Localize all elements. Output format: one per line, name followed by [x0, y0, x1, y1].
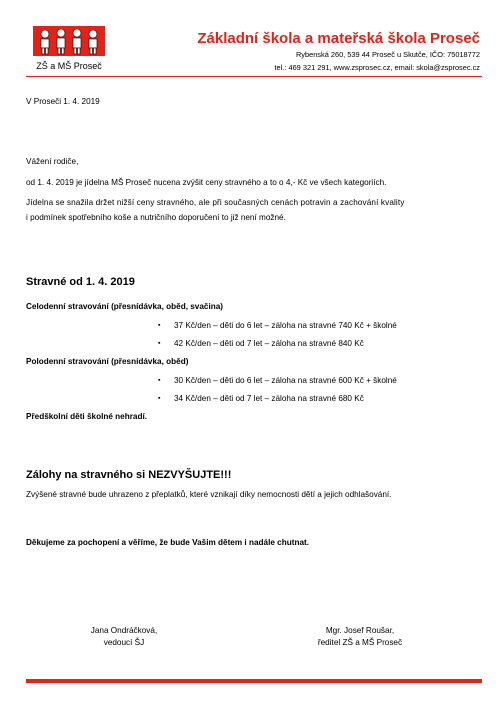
place-date: V Proseči 1. 4. 2019	[26, 97, 100, 106]
logo-caption: ZŠ a MŠ Proseč	[36, 61, 102, 71]
list-item: ▪ 30 Kč/den – děti do 6 let – záloha na stravné 600 Kč + školné	[174, 375, 397, 387]
children-figures-icon	[27, 26, 111, 56]
signature-left-name: Jana Ondráčková,	[90, 626, 158, 635]
deposits-text: Zvýšené stravné bude uhrazeno z přeplatků, které vznikají díky nemocnosti dětí a jejich odhlašování.	[26, 490, 392, 499]
school-name: Základní škola a mateřská škola Proseč	[197, 30, 480, 47]
half-day-label: Polodenní stravování (přesnídávka, oběd)	[26, 357, 189, 366]
greeting: Vážení rodiče,	[26, 157, 79, 166]
address-line: Rybenská 260, 539 44 Proseč u Skutče, IČO: 75018772	[295, 50, 480, 59]
list-item: ▪ 37 Kč/den – děti do 6 let – záloha na stravné 740 Kč + školné	[174, 320, 397, 332]
prices-heading: Stravné od 1. 4. 2019	[26, 276, 135, 288]
preschool-note: Předškolní děti školné nehradí.	[26, 412, 148, 421]
paragraph-2-line-2: i podmínek spotřebního koše a nutričního doporučení to již není možné.	[26, 213, 286, 222]
deposits-heading: Zálohy na stravného si NEZVYŠUJTE!!!	[26, 469, 232, 481]
signature-right-name: Mgr. Josef Roušar,	[325, 626, 395, 635]
paragraph-2-line-1: Jídelna se snažila držet nižší ceny stravného, ale při současných cenách potravin a zachování kvality	[26, 198, 405, 207]
footer-divider	[26, 679, 482, 683]
contact-line: tel.: 469 321 291, www.zsprosec.cz, email: skola@zsprosec.cz	[274, 63, 480, 72]
paragraph-1: od 1. 4. 2019 je jídelna MŠ Proseč nucena zvýšit ceny stravného a to o 4,- Kč ve všech kategoriích.	[26, 178, 387, 187]
header-divider	[26, 76, 482, 77]
signature-left-role: vedoucí ŠJ	[103, 638, 145, 647]
closing-text: Děkujeme za pochopení a věříme, že bude Vašim dětem i nadále chutnat.	[26, 538, 310, 547]
school-logo	[27, 26, 111, 72]
full-day-label: Celodenní stravování (přesnídávka, oběd, svačina)	[26, 302, 224, 311]
list-item: ▪ 42 Kč/den – děti od 7 let – záloha na stravné 840 Kč	[174, 338, 364, 350]
signature-right-role: ředitel ZŠ a MŠ Proseč	[317, 638, 403, 647]
list-item: ▪ 34 Kč/den – děti od 7 let – záloha na stravné 680 Kč	[174, 393, 364, 405]
